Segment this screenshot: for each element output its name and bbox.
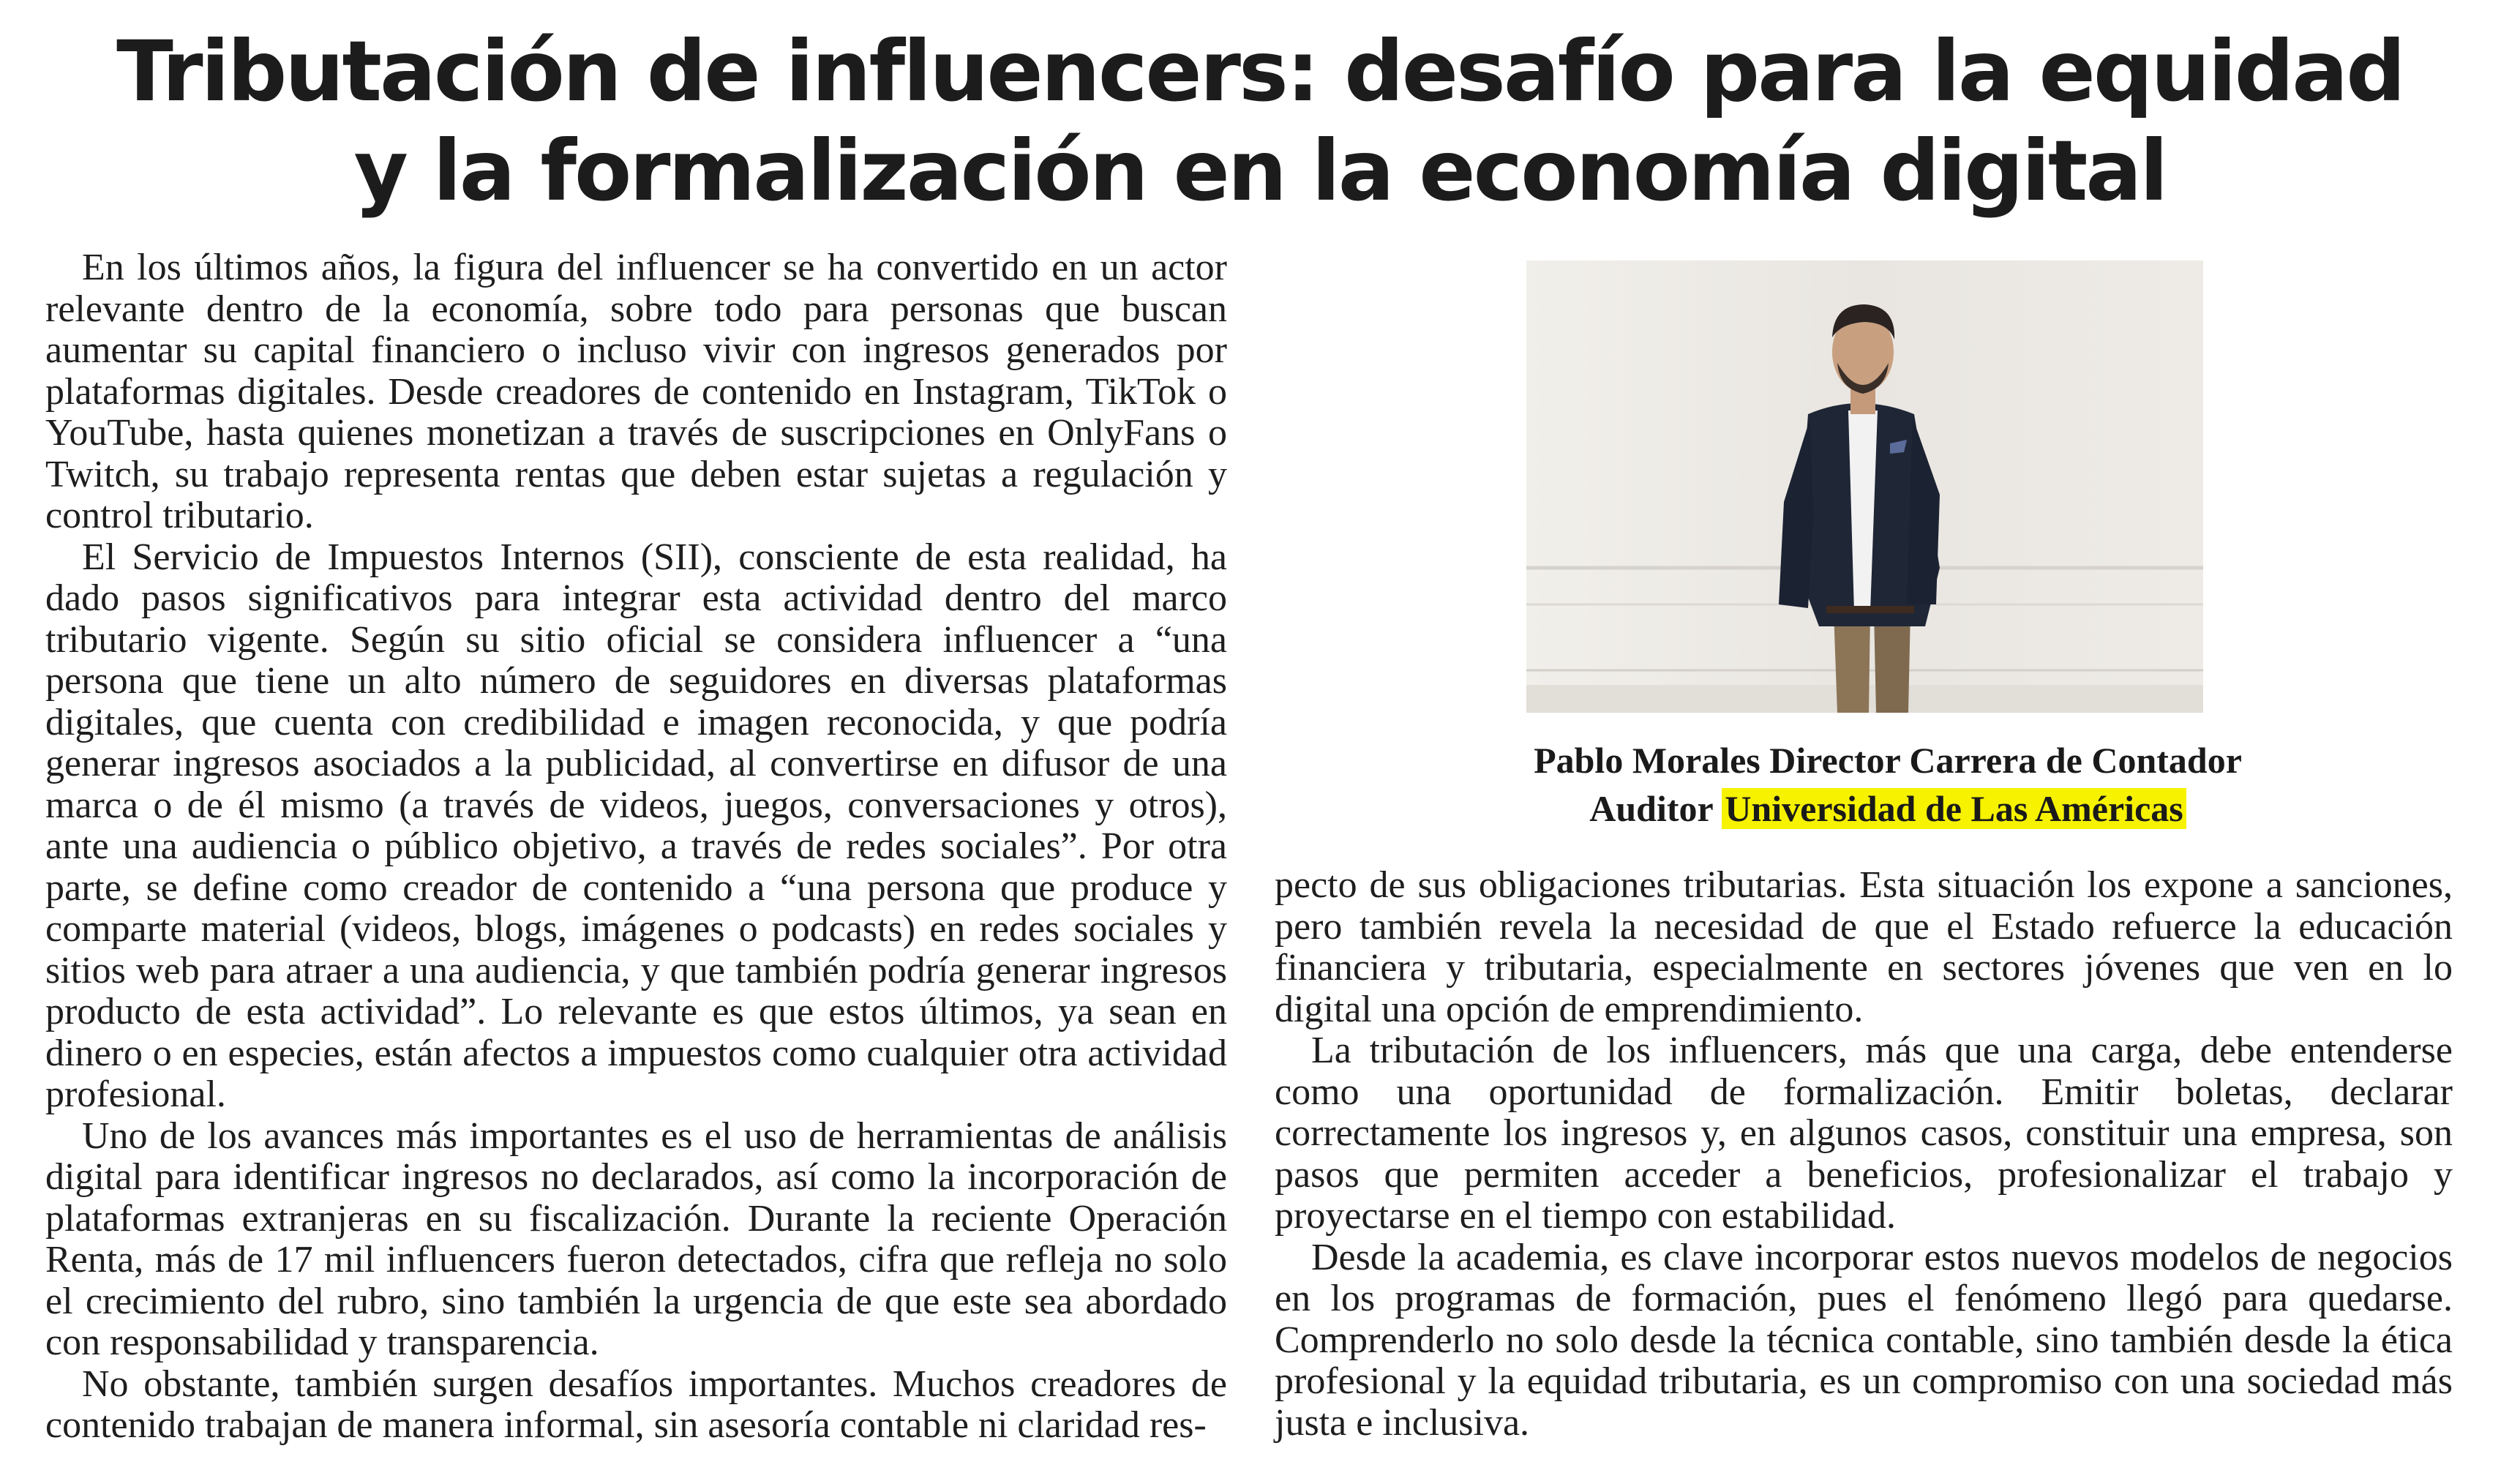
headline-line-2: y la formalización en la economía digital — [353, 122, 2167, 220]
paragraph: Uno de los avances más importantes es el uso de herramientas de análisis digital para identificar ingresos no declarados, así como la incorporación de plataformas extranjeras en su fiscalización. Durante la reciente Operación Renta, más de 17 mil influencers fueron detectados, cifra que refleja no solo el crecimiento del rubro, sino también la urgencia de que este sea abordado con responsabilidad y transparencia. — [45, 1114, 1227, 1363]
caption-line-2 — [1361, 784, 2415, 833]
paragraph: El Servicio de Impuestos Internos (SII), consciente de esta realidad, ha dado pasos significativos para integrar esta actividad dentro del marco tributario vigente. Según su sitio oficial se considera influencer a “una persona que tiene un alto número de seguidores en diversas plataformas digitales, que cuenta con credibilidad e imagen reconocida, y que podría generar ingresos asociados a la publicidad, al convertirse en difusor de una marca o de él mismo (a través de videos, juegos, conversaciones y otros), ante una audiencia o público objetivo, a través de redes sociales”. Por otra parte, se define como creador de contenido a “una persona que produce y comparte material (videos, blogs, imágenes o podcasts) en redes sociales y sitios web para atraer a una audiencia, y que también podría generar ingresos producto de esta actividad”. Lo relevante es que estos últimos, ya sean en dinero o en especies, están afectos a impuestos como cualquier otra actividad profesional. — [45, 536, 1227, 1115]
author-photo — [1526, 260, 2203, 713]
paragraph: Desde la academia, es clave incorporar estos nuevos modelos de negocios en los programas de formación, pues el fenómeno llegó para quedarse. Comprenderlo no solo desde la técnica contable, sino también desde la ética profesional y la equidad tributaria, es un compromiso con una sociedad más justa e inclusiva. — [1275, 1236, 2453, 1444]
right-text-column — [1275, 865, 2453, 1444]
caption-line-1: Pablo Morales Director Carrera de Contador — [1534, 740, 2242, 781]
paragraph-continuation: pecto de sus obligaciones tributarias. Esta situación los expone a sanciones, pero también revela la necesidad de que el Estado refuerce la educación financiera y tributaria, especialmente en sectores jóvenes que ven en lo digital una opción de emprendimiento. — [1275, 864, 2453, 1030]
photo-caption — [1361, 736, 2415, 833]
paragraph: La tributación de los influencers, más que una carga, debe entenderse como una oportunidad de formalización. Emitir boletas, declarar correctamente los ingresos y, en algunos casos, constituir una empresa, son pasos que permiten acceder a beneficios, profesionalizar el trabajo y proyectarse en el tiempo con estabilidad. — [1275, 1030, 2453, 1237]
paragraph: En los últimos años, la figura del influencer se ha convertido en un actor relevante dentro de la economía, sobre todo para personas que buscan aumentar su capital financiero o incluso vivir con ingresos generados por plataformas digitales. Desde creadores de contenido en Instagram, TikTok o YouTube, hasta quienes monetizan a través de suscripciones en OnlyFans o Twitch, su trabajo representa rentas que deben estar sujetas a regulación y control tributario. — [45, 247, 1227, 536]
paragraph: No obstante, también surgen desafíos importantes. Muchos creadores de contenido trabajan de manera informal, sin asesoría contable ni claridad res- — [45, 1362, 1227, 1446]
headline-line-1: Tributación de influencers: desafío para la equidad — [116, 23, 2404, 120]
article-headline — [0, 22, 2520, 221]
caption-prefix: Auditor — [1589, 788, 1713, 829]
left-text-column — [45, 247, 1227, 1447]
university-name-highlight: Universidad de Las Américas — [1722, 788, 2186, 829]
